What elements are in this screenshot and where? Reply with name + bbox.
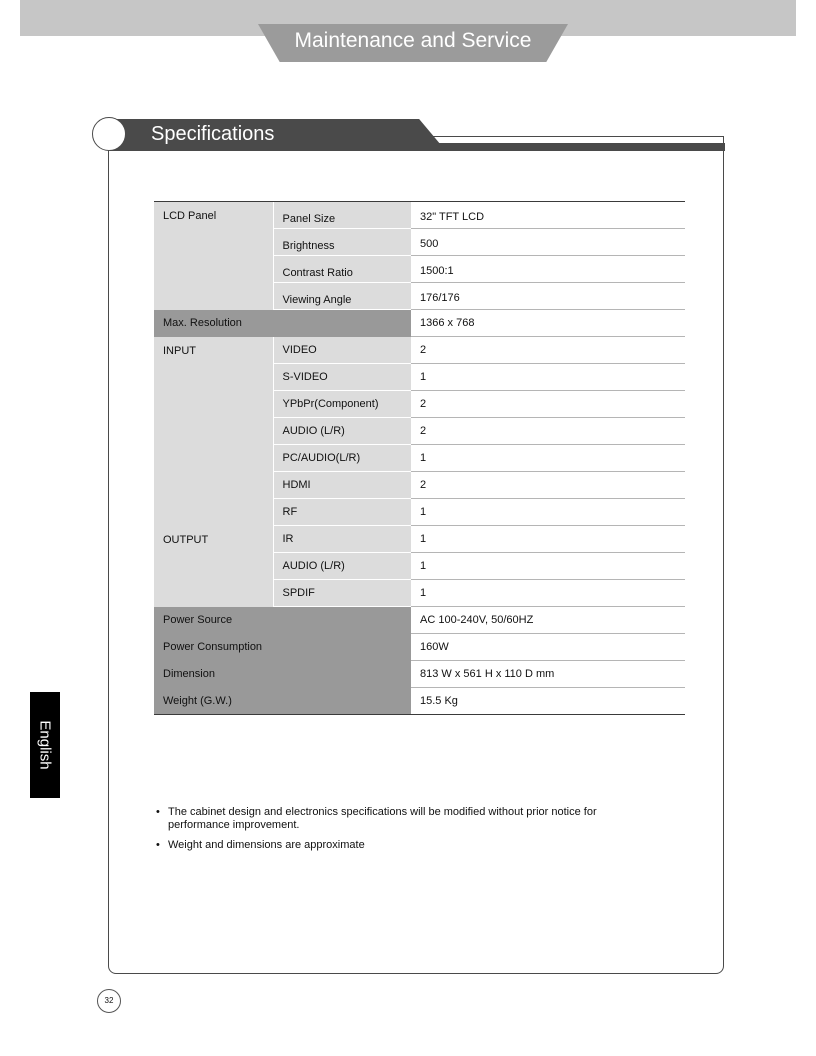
spec-value: 1 — [411, 526, 685, 553]
spec-value: 1 — [411, 445, 685, 472]
note-text: Weight and dimensions are approximate — [168, 839, 365, 851]
table-row — [154, 337, 685, 364]
note-text: performance improvement. — [168, 819, 300, 831]
note-item — [156, 806, 656, 832]
section-circle-icon — [92, 117, 126, 151]
spec-label: Max. Resolution — [154, 310, 411, 337]
spec-label: AUDIO (L/R) — [273, 418, 411, 445]
table-row — [154, 202, 685, 229]
language-label: English — [36, 720, 54, 770]
table-row — [154, 607, 685, 634]
spec-label: RF — [273, 499, 411, 526]
spec-value: 813 W x 561 H x 110 D mm — [411, 661, 685, 688]
category-cell: OUTPUT — [154, 526, 273, 607]
spec-label: VIDEO — [273, 337, 411, 364]
spec-value: 160W — [411, 634, 685, 661]
spec-label: HDMI — [273, 472, 411, 499]
spec-value: 1 — [411, 364, 685, 391]
spec-value: 1 — [411, 499, 685, 526]
table-row — [154, 310, 685, 337]
specifications-table — [154, 201, 685, 715]
bullet-icon: • — [156, 839, 160, 851]
page-title: Maintenance and Service — [294, 29, 532, 52]
spec-label: S-VIDEO — [273, 364, 411, 391]
spec-value: 2 — [411, 418, 685, 445]
page-number: 32 — [97, 989, 121, 1013]
section-rule — [430, 143, 725, 151]
spec-value: 1 — [411, 580, 685, 607]
table-row — [154, 634, 685, 661]
table-row — [154, 688, 685, 715]
spec-value: 2 — [411, 337, 685, 364]
table-row — [154, 526, 685, 553]
notes — [156, 806, 656, 859]
spec-value: 176/176 — [411, 283, 685, 310]
bullet-icon: • — [156, 806, 160, 818]
spec-value: AC 100-240V, 50/60HZ — [411, 607, 685, 634]
spec-label: IR — [273, 526, 411, 553]
note-item — [156, 839, 656, 852]
spec-label: Panel Size — [273, 202, 411, 229]
spec-label: Power Consumption — [154, 634, 411, 661]
note-text: The cabinet design and electronics specifications will be modified without prior notice for — [168, 806, 597, 818]
spec-value: 1 — [411, 553, 685, 580]
spec-value: 500 — [411, 229, 685, 256]
spec-value: 32" TFT LCD — [411, 202, 685, 229]
spec-value: 2 — [411, 472, 685, 499]
spec-value: 15.5 Kg — [411, 688, 685, 715]
spec-label: Power Source — [154, 607, 411, 634]
spec-value: 2 — [411, 391, 685, 418]
spec-label: Brightness — [273, 229, 411, 256]
spec-label: YPbPr(Component) — [273, 391, 411, 418]
spec-label: PC/AUDIO(L/R) — [273, 445, 411, 472]
spec-label: Viewing Angle — [273, 283, 411, 310]
spec-value: 1500:1 — [411, 256, 685, 283]
category-cell: LCD Panel — [154, 202, 273, 310]
spec-label: Dimension — [154, 661, 411, 688]
category-cell: INPUT — [154, 337, 273, 526]
spec-value: 1366 x 768 — [411, 310, 685, 337]
spec-label: SPDIF — [273, 580, 411, 607]
section-title: Specifications — [151, 123, 275, 145]
table-row — [154, 661, 685, 688]
spec-label: Weight (G.W.) — [154, 688, 411, 715]
spec-label: AUDIO (L/R) — [273, 553, 411, 580]
spec-label: Contrast Ratio — [273, 256, 411, 283]
